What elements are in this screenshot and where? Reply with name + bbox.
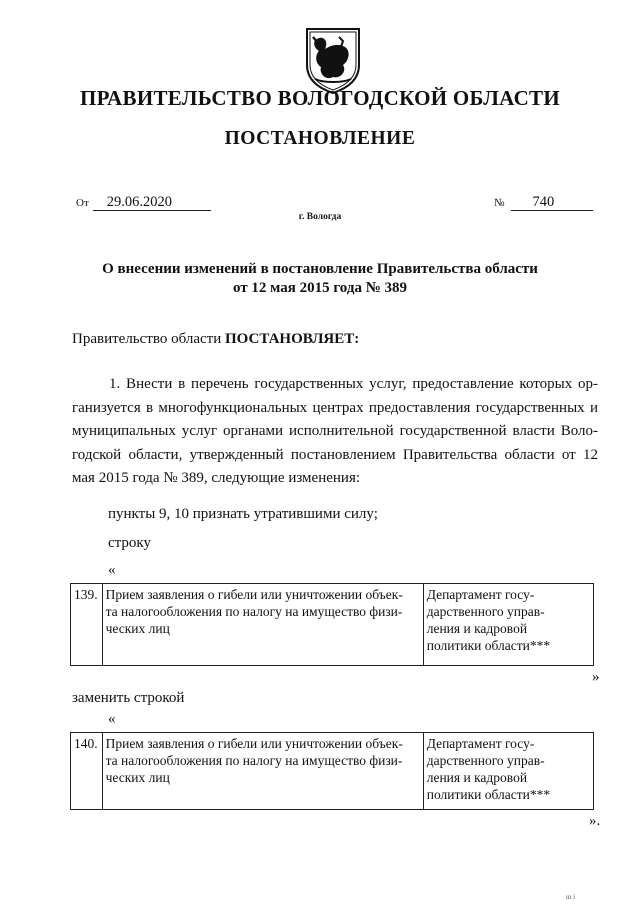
intro-decree: ПОСТАНОВЛЯЕТ:: [224, 331, 360, 347]
paragraph-1-line: годской области, утвержденный постановлением Правительства области от 12: [72, 446, 598, 463]
replace-with-label: заменить строкой: [72, 690, 185, 706]
document-type: ПОСТАНОВЛЕНИЕ: [224, 128, 416, 149]
quote-open-2: «: [108, 711, 116, 727]
intro-paragraph: [72, 330, 359, 349]
paragraph-1-line: мая 2015 года № 389, следующие изменения:: [72, 470, 361, 486]
row-number: 140.: [71, 733, 103, 810]
date-line: [76, 194, 211, 211]
paragraph-1-line: муниципальных услуг органами исполнительной государственной власти Воло-: [72, 423, 598, 439]
date-value: 29.06.2020: [93, 194, 211, 211]
row-description: [102, 733, 423, 810]
row-organization-text: Департамент госу- дарственного управ- ления и кадровой политики области***: [426, 587, 551, 653]
subject-line-2: от 12 мая 2015 года № 389: [232, 280, 408, 296]
old-row-table: [70, 583, 594, 666]
table-row: [71, 733, 594, 810]
row-description: [102, 584, 423, 666]
document-subject: [0, 260, 640, 298]
new-row-table: [70, 732, 594, 810]
row-organization: [423, 733, 593, 810]
paragraph-1-line: ганизуется в многофункциональных центрах предоставления государственных и: [72, 399, 598, 416]
city: г. Вологда: [298, 212, 342, 222]
quote-close-2: ».: [589, 813, 601, 829]
item-row-label: строку: [108, 535, 151, 551]
row-number: 139.: [71, 584, 103, 666]
number-line: [494, 194, 593, 211]
quote-open-1: «: [108, 562, 116, 578]
item-points-void: пункты 9, 10 признать утратившими силу;: [108, 506, 378, 522]
row-description-text: Прием заявления о гибели или уничтожении объек- та налогообложения по налогу на имущество физи- ческих лиц: [105, 587, 403, 636]
coat-of-arms-emblem: [301, 25, 365, 95]
row-organization: [423, 584, 593, 666]
intro-prefix: Правительство области: [72, 331, 225, 347]
number-label: №: [494, 197, 505, 209]
paragraph-1-line: 1. Внести в перечень государственных услуг, предоставление которых ор-: [109, 376, 598, 392]
quote-close-1: »: [592, 669, 600, 685]
table-row: [71, 584, 594, 666]
row-description-text: Прием заявления о гибели или уничтожении объек- та налогообложения по налогу на имущество физи- ческих лиц: [105, 736, 403, 785]
subject-line-1: О внесении изменений в постановление Правительства области: [102, 261, 538, 277]
row-organization-text: Департамент госу- дарственного управ- ления и кадровой политики области***: [426, 736, 551, 802]
page-mark: ш і: [566, 893, 576, 901]
government-title: ПРАВИТЕЛЬСТВО ВОЛОГОДСКОЙ ОБЛАСТИ: [79, 86, 560, 110]
date-label: От: [76, 197, 89, 209]
paragraph-1: [72, 373, 598, 491]
number-value: 740: [511, 194, 593, 211]
